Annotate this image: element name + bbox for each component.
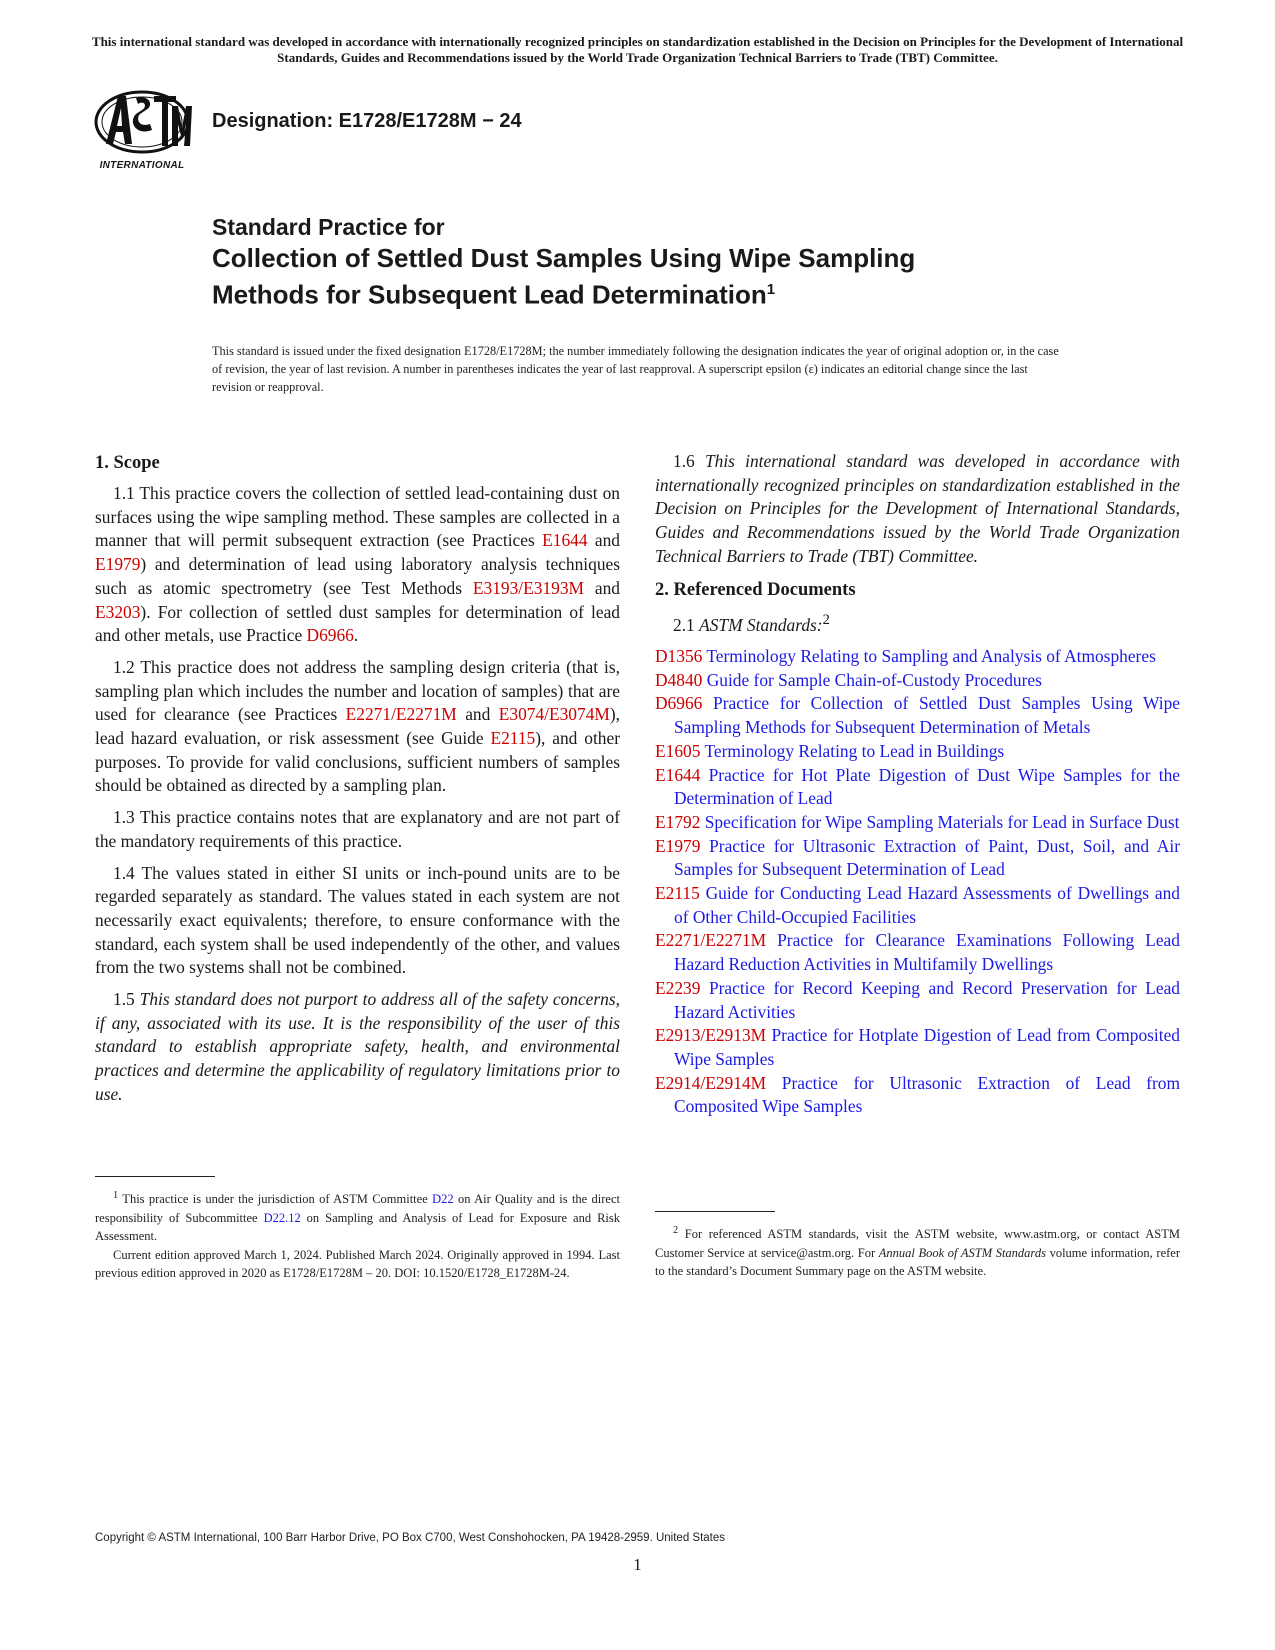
document-title bbox=[212, 212, 1112, 311]
para-2-1: 2.1 ASTM Standards:$^2$ bbox=[673, 611, 830, 635]
title-line-3-text: Methods for Subsequent Lead Determination bbox=[212, 279, 767, 310]
reference-item bbox=[655, 835, 1180, 882]
footnote-rule-right bbox=[655, 1211, 775, 1212]
left-column bbox=[95, 450, 620, 1115]
link-e1644[interactable]: E1644 bbox=[542, 530, 588, 551]
para-1-2: 1.2 This practice does not address the sampling design criteria (that is, sampling plan which includes the number and location of samples) that are used for clearance (see Practices E2271/E2271M and E3074/E3074M), lead hazard evaluation, or risk assessment (see Guide E2115), and other purposes. To provide for valid conclusions, sufficient numbers of samples should be obtained as directed by a sampling plan. bbox=[95, 656, 620, 796]
right-column bbox=[655, 450, 1180, 1119]
reference-title-link[interactable]: Guide for Conducting Lead Hazard Assessments of Dwellings and of Other Child-Occupied Facilities bbox=[674, 883, 1181, 927]
reference-item bbox=[655, 1072, 1180, 1119]
reference-title-link[interactable]: Practice for Record Keeping and Record Preservation for Lead Hazard Activities bbox=[674, 977, 1180, 1022]
para-1-5: 1.5 This standard does not purport to address all of the safety concerns, if any, associated with its use. It is the responsibility of the user of this standard to establish appropriate safety, health, and environmental practices and determine the applicability of regulatory limitations prior to use. bbox=[95, 989, 620, 1104]
title-footnote-mark[interactable]: 1 bbox=[766, 281, 776, 298]
footnote-1 bbox=[95, 1187, 620, 1283]
link-e2271[interactable]: E2271/E2271M bbox=[345, 704, 457, 725]
footnote-mark-2[interactable]: 2 bbox=[822, 611, 830, 628]
para-1-4: 1.4 The values stated in either SI units or inch-pound units are to be regarded separately as standard. The values stated in each system are not necessarily exact equivalents; therefore, to ensure conformance with the standard, each system shall be used independently of the other, and values from the two systems shall not be combined. bbox=[95, 862, 620, 978]
reference-title-link[interactable]: Terminology Relating to Sampling and Analysis of Atmospheres bbox=[706, 646, 1156, 667]
reference-item bbox=[655, 929, 1180, 976]
reference-item bbox=[655, 645, 1180, 669]
link-d6966[interactable]: D6966 bbox=[306, 625, 354, 646]
reference-title-link[interactable]: Practice for Collection of Settled Dust Samples Using Wipe Sampling Methods for Subsequent Determination of Metals bbox=[674, 693, 1180, 738]
section-heading-scope: 1. Scope bbox=[95, 453, 160, 473]
reference-code-link[interactable]: D4840 bbox=[655, 669, 703, 690]
link-e3203[interactable]: E3203 bbox=[95, 601, 141, 622]
reference-code-link[interactable]: E1605 bbox=[655, 740, 701, 761]
footnote-2 bbox=[655, 1222, 1180, 1281]
reference-code-link[interactable]: E2239 bbox=[655, 977, 701, 998]
reference-code-link[interactable]: E2115 bbox=[655, 883, 700, 904]
title-line-1: Standard Practice for bbox=[212, 214, 445, 240]
title-line-2: Collection of Settled Dust Samples Using Wipe Sampling bbox=[212, 243, 916, 273]
logo-wordmark: INTERNATIONAL bbox=[99, 160, 185, 171]
title-line-3 bbox=[212, 274, 1112, 311]
link-d22-12[interactable]: D22.12 bbox=[263, 1210, 301, 1225]
reference-code-link[interactable]: E1644 bbox=[655, 764, 701, 785]
reference-title-link[interactable]: Specification for Wipe Sampling Materials for Lead in Surface Dust bbox=[704, 811, 1180, 832]
standards-notice: This international standard was developed in accordance with internationally recognized principles on standardization established in the Decision on Principles for the Development of International Standards, Guides and Recommendations issued by the World Trade Organization Technical Barriers to Trade (TBT) Committee. bbox=[91, 34, 1184, 65]
reference-title-link[interactable]: Practice for Ultrasonic Extraction of Lead from Composited Wipe Samples bbox=[674, 1072, 1180, 1117]
reference-title-link[interactable]: Practice for Ultrasonic Extraction of Paint, Dust, Soil, and Air Samples for Subsequent Determination of Lead bbox=[674, 835, 1180, 880]
reference-item bbox=[655, 669, 1180, 693]
reference-code-link[interactable]: E2271/E2271M bbox=[655, 930, 767, 951]
reference-code-link[interactable]: E1979 bbox=[655, 835, 701, 856]
link-d22[interactable]: D22 bbox=[432, 1192, 454, 1207]
para-1-6: 1.6 This international standard was developed in accordance with internationally recognized principles on standardization established in the Decision on Principles for the Development of International Standards, Guides and Recommendations issued by the World Trade Organization Technical Barriers to Trade (TBT) Committee. bbox=[655, 451, 1180, 566]
reference-item bbox=[655, 882, 1180, 929]
page-number: 1 bbox=[633, 1555, 642, 1574]
para-1-1: 1.1 This practice covers the collection of settled lead-containing dust on surfaces using the wipe sampling method. These samples are collected in a manner that will permit subsequent extraction (see Practices E1644 and E1979) and determination of lead using laboratory analysis techniques such as atomic spectrometry (see Test Methods E3193/E3193M and E3203). For collection of settled dust samples for determination of lead and other metals, use Practice D6966. bbox=[95, 483, 620, 646]
reference-code-link[interactable]: E2914/E2914M bbox=[655, 1072, 767, 1093]
reference-title-link[interactable]: Practice for Hotplate Digestion of Lead from Composited Wipe Samples bbox=[674, 1025, 1180, 1069]
reference-item bbox=[655, 764, 1180, 811]
reference-code-link[interactable]: D1356 bbox=[655, 646, 703, 667]
link-e2115[interactable]: E2115 bbox=[490, 728, 536, 749]
section-heading-referenced: 2. Referenced Documents bbox=[655, 579, 856, 600]
reference-title-link[interactable]: Practice for Clearance Examinations Following Lead Hazard Reduction Activities in Multifamily Dwellings bbox=[674, 930, 1180, 975]
footnote-rule-left bbox=[95, 1176, 215, 1177]
para-1-3: 1.3 This practice contains notes that are explanatory and are not part of the mandatory requirements of this practice. bbox=[95, 807, 620, 851]
reference-item bbox=[655, 740, 1180, 764]
designation: Designation: E1728/E1728M − 24 bbox=[212, 110, 522, 132]
reference-item bbox=[655, 692, 1180, 739]
reference-title-link[interactable]: Practice for Hot Plate Digestion of Dust Wipe Samples for the Determination of Lead bbox=[674, 764, 1180, 809]
copyright: Copyright © ASTM International, 100 Barr Harbor Drive, PO Box C700, West Conshohocken, PA 19428-2959. United States bbox=[95, 1532, 726, 1544]
footnote-1-para: $^1$ This practice is under the jurisdiction of ASTM Committee D22 on Air Quality and is the direct responsibility of Subcommittee D22.12 on Sampling and Analysis of Lead for Exposure and Risk Assessment. bbox=[95, 1190, 621, 1244]
link-e3074[interactable]: E3074/E3074M bbox=[498, 704, 610, 725]
reference-list bbox=[655, 645, 1180, 1119]
reference-code-link[interactable]: E1792 bbox=[655, 811, 701, 832]
issued-note: This standard is issued under the fixed designation E1728/E1728M; the number immediately following the designation indicates the year of original adoption or, in the case of revision, the year of last revision. A number in parentheses indicates the year of last reapproval. A superscript epsilon (ε) indicates an editorial change since the last revision or reapproval. bbox=[212, 344, 1059, 394]
reference-item bbox=[655, 1024, 1180, 1071]
link-e3193[interactable]: E3193/E3193M bbox=[472, 577, 584, 598]
reference-title-link[interactable]: Terminology Relating to Lead in Buildings bbox=[704, 740, 1005, 761]
link-e1979[interactable]: E1979 bbox=[95, 554, 141, 575]
footnote-1-edition: Current edition approved March 1, 2024. Published March 2024. Originally approved in 1994. Last previous edition approved in 2020 as E1728/E1728M – 20. DOI: 10.1520/E1728_E1728M-24. bbox=[95, 1247, 620, 1281]
reference-code-link[interactable]: E2913/E2913M bbox=[655, 1025, 767, 1046]
footnote-2-para: $^2$ For referenced ASTM standards, visit the ASTM website, www.astm.org, or contact ASTM Customer Service at service@astm.org. For Annual Book of ASTM Standards volume information, refer to the standard’s Document Summary page on the ASTM website. bbox=[655, 1225, 1180, 1279]
reference-title-link[interactable]: Guide for Sample Chain-of-Custody Procedures bbox=[706, 669, 1042, 690]
reference-item bbox=[655, 811, 1180, 835]
reference-code-link[interactable]: D6966 bbox=[655, 693, 703, 714]
reference-item bbox=[655, 977, 1180, 1024]
